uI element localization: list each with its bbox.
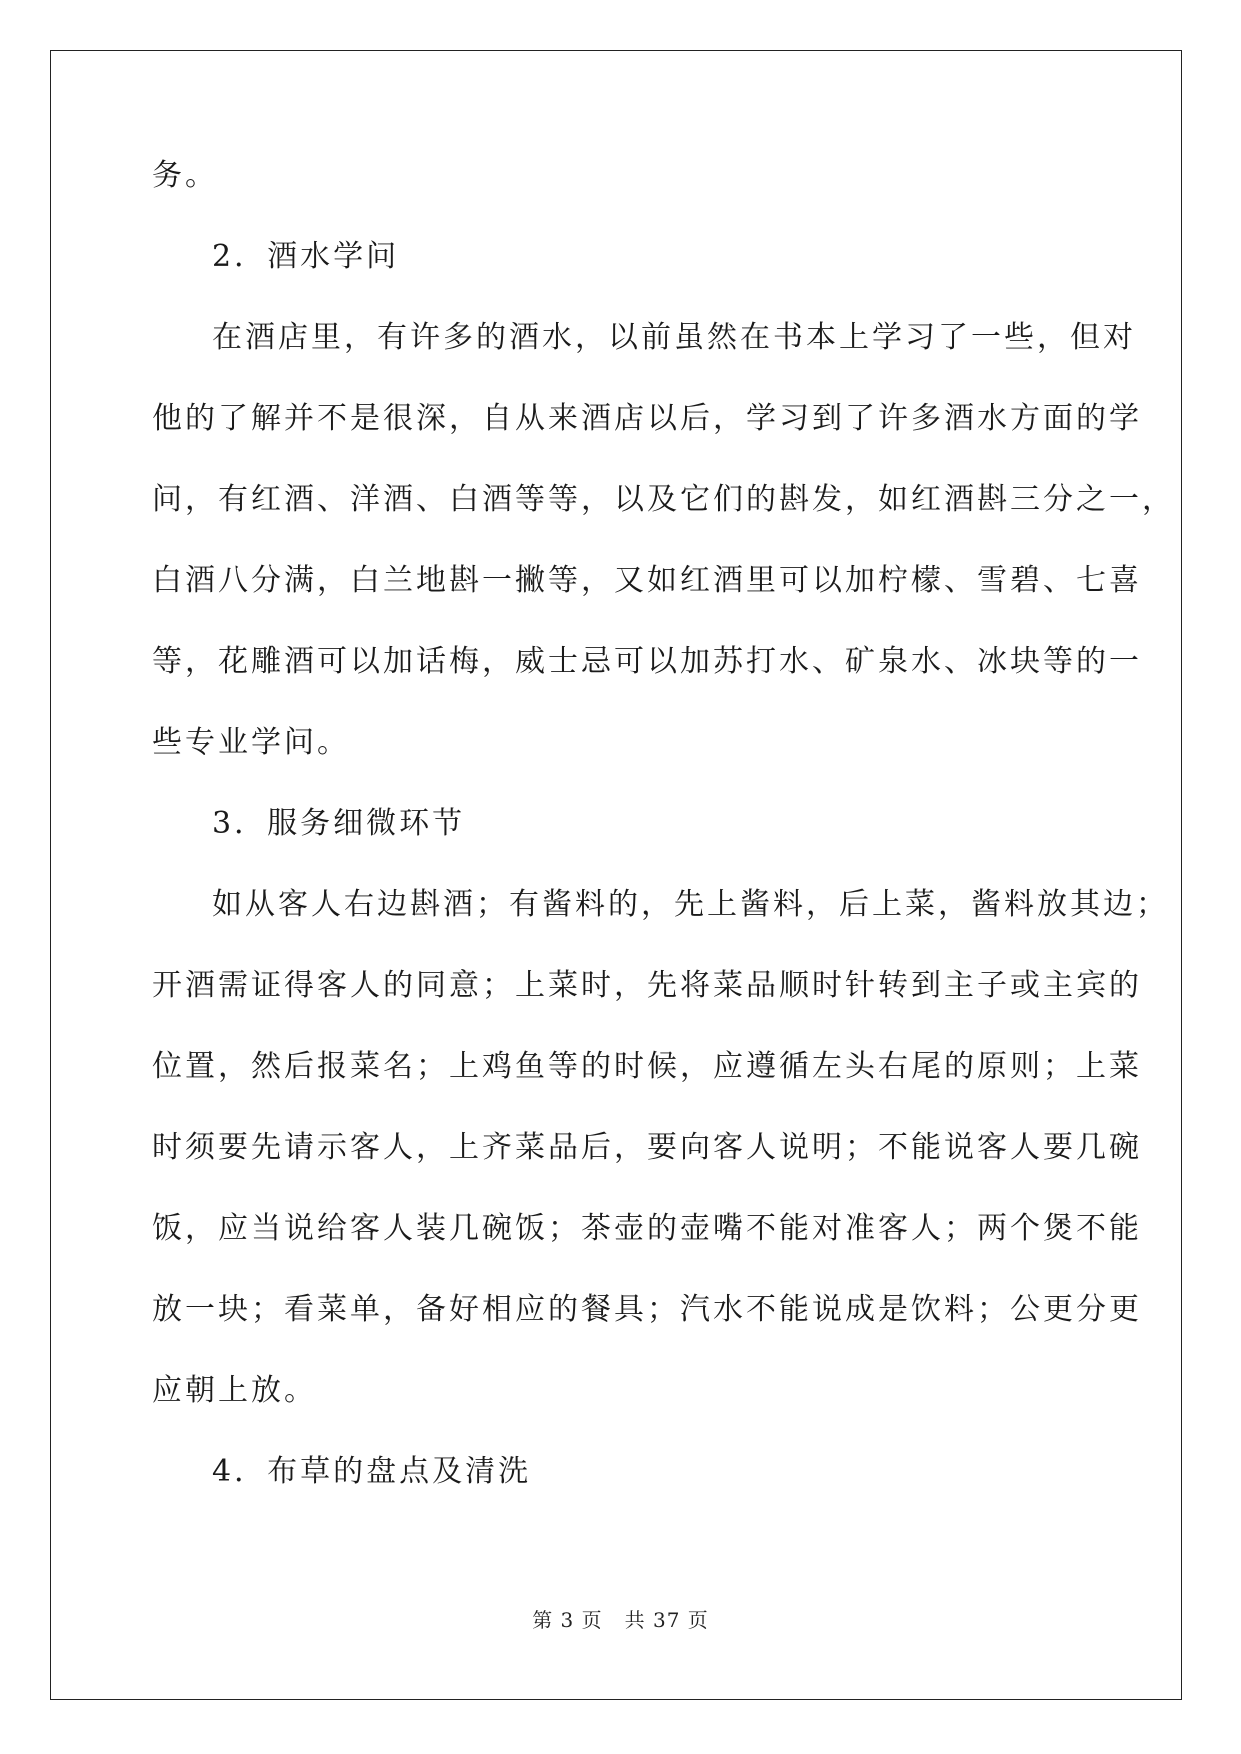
page-total: 共 37 页 xyxy=(624,1608,709,1632)
text-line: 问，有红酒、洋酒、白酒等等，以及它们的斟发，如红酒斟三分之一， xyxy=(152,482,1175,517)
text-line: 饭，应当说给客人装几碗饭；茶壶的壶嘴不能对准客人；两个煲不能 xyxy=(152,1211,1142,1246)
text-line: 开酒需证得客人的同意；上菜时，先将菜品顺时针转到主子或主宾的 xyxy=(152,968,1142,1003)
text-line: 应朝上放。 xyxy=(152,1373,317,1408)
page-footer xyxy=(0,1604,1241,1633)
text-line: 在酒店里，有许多的酒水，以前虽然在书本上学习了一些，但对 xyxy=(212,320,1136,355)
section-heading: 2．酒水学问 xyxy=(212,239,400,274)
text-line: 他的了解并不是很深，自从来酒店以后，学习到了许多酒水方面的学 xyxy=(152,401,1142,436)
text-line: 如从客人右边斟酒；有酱料的，先上酱料，后上菜，酱料放其边； xyxy=(212,887,1169,922)
page-number: 第 3 页 xyxy=(532,1608,603,1632)
document-body xyxy=(152,158,1175,1535)
text-line: 时须要先请示客人，上齐菜品后，要向客人说明；不能说客人要几碗 xyxy=(152,1130,1142,1165)
text-line: 务。 xyxy=(152,158,218,193)
text-line: 等，花雕酒可以加话梅，威士忌可以加苏打水、矿泉水、冰块等的一 xyxy=(152,644,1142,679)
section-heading: 4．布草的盘点及清洗 xyxy=(212,1454,532,1489)
section-heading: 3．服务细微环节 xyxy=(212,806,466,841)
text-line: 位置，然后报菜名；上鸡鱼等的时候，应遵循左头右尾的原则；上菜 xyxy=(152,1049,1142,1084)
text-line: 些专业学问。 xyxy=(152,725,350,760)
text-line: 白酒八分满，白兰地斟一撇等，又如红酒里可以加柠檬、雪碧、七喜 xyxy=(152,563,1142,598)
text-line: 放一块；看菜单，备好相应的餐具；汽水不能说成是饮料；公更分更 xyxy=(152,1292,1142,1327)
